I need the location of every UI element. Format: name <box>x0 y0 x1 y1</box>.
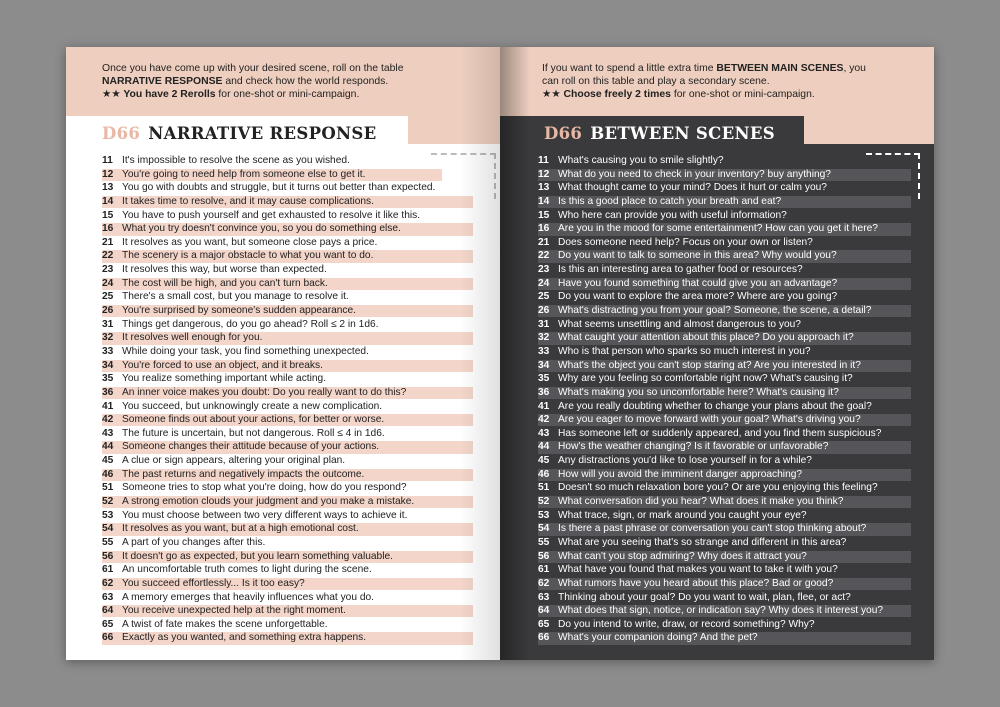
roll-number: 11 <box>538 155 549 166</box>
result-text: Are you eager to move forward with your goal? What's driving you? <box>558 414 861 426</box>
table-row <box>102 196 473 208</box>
roll-number: 45 <box>102 455 114 467</box>
table-row <box>538 346 911 358</box>
roll-number: 54 <box>102 523 114 535</box>
table-row <box>102 182 454 194</box>
result-text: A part of you changes after this. <box>122 536 266 548</box>
right-intro-line-1-end: , you <box>843 63 866 74</box>
roll-number: 55 <box>538 536 550 548</box>
table-row <box>538 237 911 249</box>
result-text: You're surprised by someone's sudden appearance. <box>122 305 357 317</box>
result-text: The cost will be high, and you can't turn back. <box>122 277 328 289</box>
roll-number: 62 <box>102 577 114 589</box>
right-intro-line-1: If you want to spend a little extra time <box>542 63 717 74</box>
table-row <box>538 196 911 208</box>
result-text: Are you in the mood for some entertainment? How can you get it here? <box>558 223 878 235</box>
roll-number: 66 <box>102 632 114 644</box>
result-text: While doing your task, you find something unexpected. <box>122 345 369 357</box>
result-text: You succeed effortlessly... Is it too easy? <box>122 577 305 589</box>
result-text: What conversation did you hear? What does it make you think? <box>558 496 844 508</box>
result-text: Someone changes their attitude because of your actions. <box>122 441 380 453</box>
table-row <box>102 592 473 604</box>
result-text: Exactly as you wanted, and something extra happens. <box>122 632 367 644</box>
result-text: Do you want to talk to someone in this area? Why would you? <box>558 250 837 262</box>
roll-number: 22 <box>538 250 550 262</box>
table-row <box>102 291 473 303</box>
result-text: Someone finds out about your actions, for better or worse. <box>122 414 385 426</box>
result-text: Thinking about your goal? Do you want to wait, plan, flee, or act? <box>558 591 851 603</box>
result-text: The past returns and negatively impacts the outcome. <box>122 468 365 480</box>
table-row <box>102 264 473 276</box>
left-table-title <box>102 124 377 143</box>
right-intro-line-3: for one-shot or mini-campaign. <box>670 89 815 100</box>
result-text: Who here can provide you with useful information? <box>558 209 787 221</box>
result-text: What's your companion doing? And the pet? <box>558 632 758 644</box>
result-text: What's the object you can't stop staring at? Are you interested in it? <box>558 359 861 371</box>
result-text: You go with doubts and struggle, but it turns out better than expected. <box>122 182 436 194</box>
roll-number: 63 <box>538 591 550 603</box>
result-text: What seems unsettling and almost dangerous to you? <box>558 318 801 330</box>
result-text: The scenery is a major obstacle to what you want to do. <box>122 250 374 262</box>
roll-number: 52 <box>102 496 114 508</box>
roll-number: 26 <box>102 305 114 317</box>
table-row <box>538 551 911 563</box>
table-row <box>102 250 473 262</box>
result-text: What trace, sign, or mark around you caught your eye? <box>558 509 807 521</box>
table-row <box>538 428 911 440</box>
left-intro-line-2: and check how the world responds. <box>222 76 389 87</box>
table-row <box>538 523 911 535</box>
roll-number: 64 <box>102 605 114 617</box>
table-row <box>538 250 911 262</box>
roll-number: 61 <box>538 564 550 576</box>
result-text: What thought came to your mind? Does it hurt or calm you? <box>558 182 827 194</box>
result-text: What can't you stop admiring? Why does it attract you? <box>558 550 807 562</box>
roll-number: 51 <box>538 482 550 494</box>
left-title-bar <box>66 116 408 150</box>
result-text: What are you seeing that's so strange and different in this area? <box>558 536 847 548</box>
table-row <box>102 469 473 481</box>
table-row <box>102 360 473 372</box>
table-row <box>538 223 911 235</box>
roll-number: 44 <box>538 441 550 453</box>
table-row <box>538 482 911 494</box>
table-row <box>538 169 911 181</box>
result-text: You receive unexpected help at the right moment. <box>122 605 346 617</box>
roll-number: 65 <box>538 618 550 630</box>
roll-number: 36 <box>102 386 114 398</box>
roll-number: 41 <box>102 400 114 412</box>
table-row <box>102 373 473 385</box>
table-row <box>538 619 911 631</box>
roll-number: 21 <box>102 236 114 248</box>
roll-number: 15 <box>102 209 114 221</box>
table-row <box>538 605 911 617</box>
roll-number: 64 <box>538 605 550 617</box>
roll-number: 53 <box>538 509 550 521</box>
roll-number: 65 <box>102 618 114 630</box>
roll-number: 21 <box>538 236 550 248</box>
roll-number: 11 <box>102 155 113 166</box>
roll-number: 31 <box>102 318 114 330</box>
left-intro-line-1: Once you have come up with your desired scene, roll on the table <box>102 63 404 74</box>
roll-number: 12 <box>102 168 114 180</box>
table-row <box>102 632 473 644</box>
roll-number: 12 <box>538 168 550 180</box>
table-row <box>538 319 911 331</box>
right-page <box>500 47 934 660</box>
result-text: What do you need to check in your inventory? buy anything? <box>558 168 831 180</box>
roll-number: 44 <box>102 441 114 453</box>
result-text: What you try doesn't convince you, so you do something else. <box>122 223 401 235</box>
roll-number: 23 <box>538 264 550 276</box>
table-row <box>538 360 911 372</box>
result-text: It resolves as you want, but someone close pays a price. <box>122 236 378 248</box>
table-row <box>538 469 911 481</box>
result-text: You're forced to use an object, and it breaks. <box>122 359 323 371</box>
left-intro-rerolls: ★★ You have 2 Rerolls <box>102 89 216 100</box>
left-title-name: NARRATIVE RESPONSE <box>148 124 377 143</box>
narrative-response-table <box>102 155 473 646</box>
roll-number: 13 <box>538 182 550 194</box>
result-text: Have you found something that could give you an advantage? <box>558 277 838 289</box>
table-row <box>102 223 473 235</box>
roll-number: 43 <box>538 427 550 439</box>
table-row <box>538 373 911 385</box>
left-intro-line-3: for one-shot or mini-campaign. <box>215 89 360 100</box>
table-row <box>538 510 911 522</box>
roll-number: 43 <box>102 427 114 439</box>
table-row <box>102 496 473 508</box>
result-text: What's distracting you from your goal? Someone, the scene, a detail? <box>558 305 872 317</box>
result-text: It resolves as you want, but at a high emotional cost. <box>122 523 359 535</box>
roll-number: 36 <box>538 386 550 398</box>
table-row <box>102 551 473 563</box>
roll-number: 46 <box>102 468 114 480</box>
table-row <box>102 401 473 413</box>
result-text: How's the weather changing? Is it favorable or unfavorable? <box>558 441 829 453</box>
roll-number: 63 <box>102 591 114 603</box>
right-title-die: D66 <box>544 124 583 143</box>
roll-number: 56 <box>538 550 550 562</box>
roll-number: 46 <box>538 468 550 480</box>
roll-number: 31 <box>538 318 550 330</box>
roll-number: 14 <box>102 195 114 207</box>
result-text: Do you want to explore the area more? Where are you going? <box>558 291 838 303</box>
result-text: You must choose between two very different ways to achieve it. <box>122 509 408 521</box>
roll-number: 24 <box>538 277 550 289</box>
roll-number: 62 <box>538 577 550 589</box>
roll-number: 33 <box>538 345 550 357</box>
roll-number: 16 <box>538 223 550 235</box>
result-text: What rumors have you heard about this place? Bad or good? <box>558 577 834 589</box>
result-text: An uncomfortable truth comes to light during the scene. <box>122 564 372 576</box>
result-text: What have you found that makes you want to take it with you? <box>558 564 838 576</box>
result-text: Any distractions you'd like to lose yourself in for a while? <box>558 455 812 467</box>
right-title-name: BETWEEN SCENES <box>590 124 775 143</box>
result-text: It resolves this way, but worse than expected. <box>122 264 327 276</box>
roll-number: 25 <box>538 291 550 303</box>
roll-number: 55 <box>102 536 114 548</box>
result-text: Are you really doubting whether to change your plans about the goal? <box>558 400 872 412</box>
table-row <box>538 332 911 344</box>
roll-number: 34 <box>102 359 114 371</box>
result-text: Someone tries to stop what you're doing, how do you respond? <box>122 482 407 494</box>
roll-number: 42 <box>102 414 114 426</box>
table-row <box>102 319 473 331</box>
roll-number: 32 <box>102 332 114 344</box>
roll-number: 34 <box>538 359 550 371</box>
result-text: It takes time to resolve, and it may cause complications. <box>122 195 374 207</box>
roll-number: 33 <box>102 345 114 357</box>
roll-number: 16 <box>102 223 114 235</box>
table-row <box>538 210 911 222</box>
result-text: The future is uncertain, but not dangerous. Roll ≤ 4 in 1d6. <box>122 427 385 439</box>
table-row <box>538 278 911 290</box>
result-text: Doesn't so much relaxation bore you? Or are you enjoying this feeling? <box>558 482 878 494</box>
table-row <box>538 455 911 467</box>
table-row <box>538 401 911 413</box>
table-row <box>102 428 473 440</box>
result-text: You have to push yourself and get exhausted to resolve it like this. <box>122 209 421 221</box>
table-row <box>538 537 911 549</box>
right-intro-between-main-scenes: BETWEEN MAIN SCENES <box>716 63 844 74</box>
result-text: An inner voice makes you doubt: Do you really want to do this? <box>122 386 407 398</box>
table-row <box>538 291 911 303</box>
table-row <box>102 619 473 631</box>
result-text: Is this a good place to catch your breath and eat? <box>558 195 782 207</box>
roll-number: 24 <box>102 277 114 289</box>
left-intro-text <box>102 62 462 101</box>
table-row <box>102 510 473 522</box>
table-row <box>538 496 911 508</box>
table-row <box>102 332 473 344</box>
right-intro-text <box>542 62 912 101</box>
result-text: What's making you so uncomfortable here? What's causing it? <box>558 386 839 398</box>
table-row <box>102 605 473 617</box>
book-spread <box>66 47 934 660</box>
result-text: What does that sign, notice, or indication say? Why does it interest you? <box>558 605 884 617</box>
roll-number: 32 <box>538 332 550 344</box>
table-row <box>102 210 473 222</box>
table-row <box>102 564 473 576</box>
table-row <box>538 578 911 590</box>
roll-number: 14 <box>538 195 550 207</box>
roll-number: 42 <box>538 414 550 426</box>
result-text: Why are you feeling so comfortable right now? What's causing it? <box>558 373 853 385</box>
result-text: Who is that person who sparks so much interest in you? <box>558 345 811 357</box>
result-text: A twist of fate makes the scene unforgettable. <box>122 618 328 630</box>
table-row <box>102 387 473 399</box>
roll-number: 35 <box>102 373 114 385</box>
roll-number: 52 <box>538 496 550 508</box>
table-row <box>538 305 911 317</box>
table-row <box>102 414 473 426</box>
left-page <box>66 47 500 660</box>
right-intro-line-2: can roll on this table and play a secondary scene. <box>542 76 770 87</box>
table-row <box>538 155 911 167</box>
right-table-title <box>544 124 775 143</box>
result-text: Things get dangerous, do you go ahead? Roll ≤ 2 in 1d6. <box>122 318 379 330</box>
result-text: Does someone need help? Focus on your own or listen? <box>558 236 813 248</box>
table-row <box>102 346 473 358</box>
table-row <box>102 537 473 549</box>
roll-number: 13 <box>102 182 114 194</box>
table-row <box>538 264 911 276</box>
result-text: A memory emerges that heavily influences what you do. <box>122 591 374 603</box>
roll-number: 23 <box>102 264 114 276</box>
result-text: It's impossible to resolve the scene as you wished. <box>122 155 350 166</box>
table-row <box>538 592 911 604</box>
roll-number: 22 <box>102 250 114 262</box>
roll-number: 45 <box>538 455 550 467</box>
roll-number: 35 <box>538 373 550 385</box>
table-row <box>102 482 473 494</box>
result-text: There's a small cost, but you manage to resolve it. <box>122 291 349 303</box>
result-text: You succeed, but unknowingly create a new complication. <box>122 400 383 412</box>
result-text: Do you intend to write, draw, or record something? Why? <box>558 618 815 630</box>
roll-number: 41 <box>538 400 550 412</box>
result-text: How will you avoid the imminent danger approaching? <box>558 468 803 480</box>
table-row <box>538 387 911 399</box>
roll-number: 26 <box>538 305 550 317</box>
roll-number: 54 <box>538 523 550 535</box>
roll-number: 56 <box>102 550 114 562</box>
table-row <box>538 632 911 644</box>
left-title-die: D66 <box>102 124 141 143</box>
result-text: It resolves well enough for you. <box>122 332 263 344</box>
table-row <box>102 578 473 590</box>
table-row <box>102 441 473 453</box>
result-text: A clue or sign appears, altering your original plan. <box>122 455 346 467</box>
result-text: What caught your attention about this place? Do you approach it? <box>558 332 854 344</box>
table-row <box>102 455 473 467</box>
result-text: Is there a past phrase or conversation you can't stop thinking about? <box>558 523 867 535</box>
roll-number: 66 <box>538 632 550 644</box>
table-row <box>102 305 473 317</box>
table-row <box>102 278 473 290</box>
table-row <box>102 237 473 249</box>
roll-number: 15 <box>538 209 550 221</box>
result-text: Is this an interesting area to gather food or resources? <box>558 264 803 276</box>
result-text: A strong emotion clouds your judgment and you make a mistake. <box>122 496 415 508</box>
roll-number: 61 <box>102 564 114 576</box>
roll-number: 53 <box>102 509 114 521</box>
result-text: Has someone left or suddenly appeared, and you find them suspicious? <box>558 427 882 439</box>
table-row <box>102 155 432 167</box>
table-row <box>102 523 473 535</box>
roll-number: 25 <box>102 291 114 303</box>
table-row <box>538 182 911 194</box>
result-text: You realize something important while acting. <box>122 373 327 385</box>
table-row <box>102 169 442 181</box>
result-text: What's causing you to smile slightly? <box>558 155 724 166</box>
result-text: It doesn't go as expected, but you learn something valuable. <box>122 550 393 562</box>
result-text: You're going to need help from someone else to get it. <box>122 168 366 180</box>
table-row <box>538 441 911 453</box>
between-scenes-table <box>538 155 911 646</box>
table-row <box>538 564 911 576</box>
right-title-bar <box>500 116 804 150</box>
table-row <box>538 414 911 426</box>
left-intro-table-name: NARRATIVE RESPONSE <box>102 76 223 87</box>
right-intro-choose-freely: ★★ Choose freely 2 times <box>542 89 671 100</box>
roll-number: 51 <box>102 482 114 494</box>
